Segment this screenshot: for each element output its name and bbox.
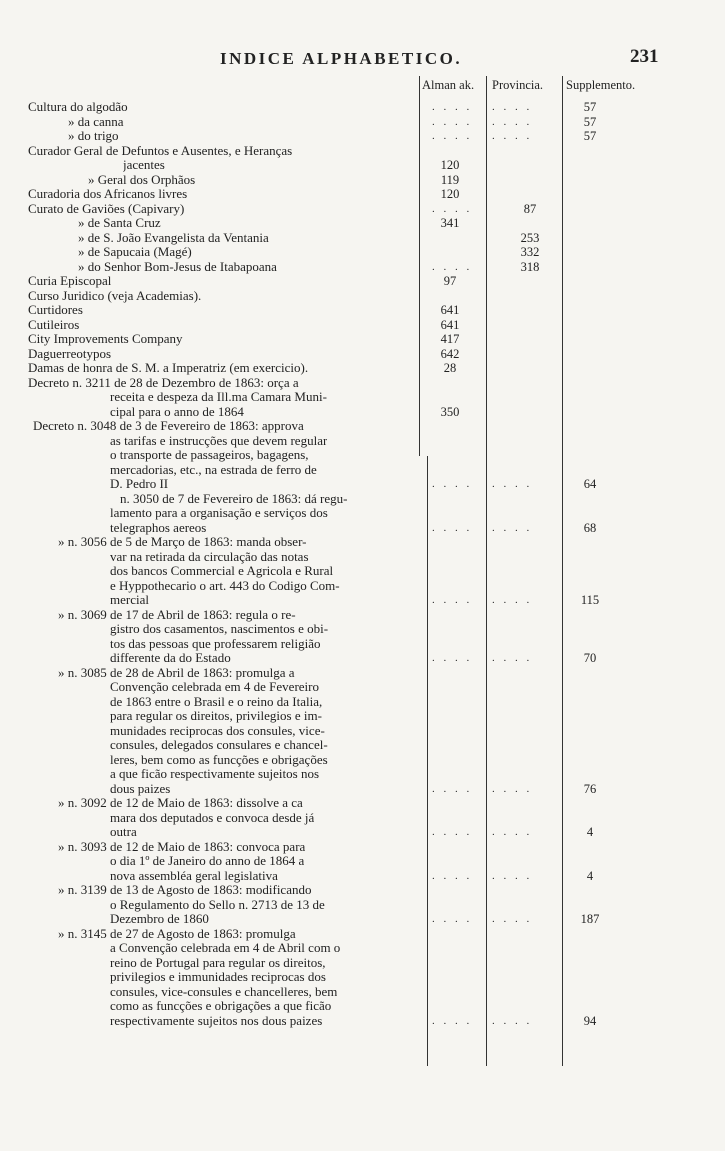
index-entry: [0, 318, 725, 332]
index-entry: [0, 637, 725, 651]
entry-text: como as funcções e obrigações a que ficão: [110, 999, 332, 1013]
index-entry: [0, 840, 725, 854]
entry-text: gistro dos casamentos, nascimentos e obi-: [110, 622, 329, 636]
page-ref-almanak: 341: [440, 216, 460, 230]
index-entry: [0, 550, 725, 564]
page-ref-supplemento: 115: [580, 593, 600, 607]
index-entry: [0, 854, 725, 868]
index-entry: [0, 202, 725, 216]
entry-text: de 1863 entre o Brasil e o reino da Italia,: [110, 694, 323, 709]
index-entry: [0, 898, 725, 912]
page-ref-almanak: 120: [440, 187, 460, 201]
index-entry: [0, 956, 725, 970]
entry-text: consules, vice-consules e chancelleres, bem: [110, 984, 338, 999]
index-entry: [0, 651, 725, 665]
index-entry: [0, 173, 725, 187]
page-ref-supplemento: 57: [583, 100, 597, 114]
index-entry: [0, 245, 725, 259]
index-entry: [0, 680, 725, 694]
page-ref-provincia: 318: [520, 259, 540, 274]
entry-text: » da canna: [68, 114, 124, 129]
page-ref-almanak: 642: [440, 346, 460, 361]
index-entry: [0, 419, 725, 433]
dot-leader: . . . .: [432, 913, 473, 925]
entry-text: » de Santa Cruz: [78, 216, 161, 230]
dot-leader: . . . .: [432, 260, 473, 273]
dot-leader: . . . .: [432, 101, 473, 113]
entry-text: Daguerreotypos: [28, 346, 112, 361]
page-ref-provincia: 87: [523, 201, 537, 216]
index-entry: [0, 999, 725, 1013]
page-ref-supplemento: 57: [583, 129, 597, 143]
entry-text: City Improvements Company: [28, 332, 183, 346]
entry-text: Curato de Gaviões (Capivary): [28, 201, 185, 216]
index-entry: [0, 912, 725, 926]
dot-leader: . . . .: [432, 115, 473, 128]
entry-text: privilegios e immunidades reciprocas dos: [110, 970, 326, 984]
entry-text: » n. 3145 de 27 de Agosto de 1863: promulga: [58, 926, 296, 941]
page-ref-provincia: 332: [520, 245, 540, 259]
index-entry: [0, 579, 725, 593]
index-entry: [0, 927, 725, 941]
dot-leader: . . . .: [432, 826, 473, 838]
page-ref-almanak: 28: [443, 361, 457, 375]
index-entry: [0, 724, 725, 738]
page-ref-provincia: 253: [520, 230, 540, 245]
index-entry: [0, 405, 725, 419]
index-entry: [0, 144, 725, 158]
entry-text: o transporte de passageiros, bagagens,: [110, 448, 309, 462]
index-entry: [0, 289, 725, 303]
dot-leader: . . . .: [492, 869, 533, 882]
entry-text: dous paizes: [110, 781, 171, 796]
column-header-almanak: Alman ak.: [422, 78, 475, 92]
index-entry: [0, 666, 725, 680]
page-ref-supplemento: 70: [583, 651, 597, 665]
entry-text: leres, bem como as funcções e obrigações: [110, 752, 328, 767]
dot-leader: . . . .: [492, 1014, 533, 1027]
page-title: INDICE ALPHABETICO.: [220, 49, 463, 68]
index-entry: [0, 274, 725, 288]
index-entry: [0, 260, 725, 274]
entry-text: jacentes: [123, 158, 165, 172]
dot-leader: . . . .: [432, 652, 473, 664]
index-entry: [0, 608, 725, 622]
dot-leader: . . . .: [432, 130, 473, 142]
index-entry: [0, 869, 725, 883]
entry-text: » n. 3139 de 13 de Agosto de 1863: modificando: [58, 883, 312, 897]
page-ref-supplemento: 187: [580, 912, 600, 926]
index-entry: [0, 347, 725, 361]
index-entry: [0, 506, 725, 520]
entry-text: Dezembro de 1860: [110, 912, 209, 926]
page-ref-supplemento: 68: [583, 520, 597, 535]
dot-leader: . . . .: [492, 913, 533, 925]
page-ref-supplemento: 4: [586, 868, 594, 883]
index-entry: [0, 216, 725, 230]
index-entry: [0, 985, 725, 999]
dot-leader: . . . .: [432, 869, 473, 882]
entry-text: mara dos deputados e convoca desde já: [110, 810, 315, 825]
index-entry: [0, 709, 725, 723]
page-ref-supplemento: 4: [586, 825, 594, 839]
index-entry: [0, 129, 725, 143]
entry-text: e Hyppothecario o art. 443 do Codigo Com-: [110, 578, 340, 593]
entry-text: » do trigo: [68, 129, 119, 143]
dot-leader: . . . .: [492, 115, 533, 128]
index-entry: [0, 187, 725, 201]
dot-leader: . . . .: [432, 521, 473, 534]
dot-leader: . . . .: [492, 130, 533, 142]
entry-text: telegraphos aereos: [110, 520, 207, 535]
index-entry: [0, 231, 725, 245]
entry-text: D. Pedro II: [110, 477, 169, 491]
index-entry: [0, 883, 725, 897]
dot-leader: . . . .: [492, 521, 533, 534]
entry-text: » n. 3092 de 12 de Maio de 1863: dissolve a ca: [58, 796, 303, 810]
page-ref-supplemento: 94: [583, 1013, 597, 1028]
dot-leader: . . . .: [432, 478, 473, 490]
dot-leader: . . . .: [492, 594, 533, 606]
column-header-supplemento: Supplemento.: [566, 78, 636, 92]
dot-leader: . . . .: [432, 782, 473, 795]
index-entry: [0, 448, 725, 462]
entry-text: tos das pessoas que professarem religião: [110, 636, 321, 651]
index-entry: [0, 753, 725, 767]
page-ref-supplemento: 76: [583, 781, 597, 796]
index-entry: [0, 767, 725, 781]
entry-text: o Regulamento do Sello n. 2713 de 13 de: [110, 897, 325, 912]
dot-leader: . . . .: [492, 826, 533, 838]
entry-text: » n. 3093 de 12 de Maio de 1863: convoca para: [58, 839, 306, 854]
entry-text: var na retirada da circulação das notas: [110, 549, 309, 564]
entry-text: Curso Juridico (veja Academias).: [28, 288, 202, 303]
entry-text: mercial: [110, 593, 149, 607]
index-entry: [0, 796, 725, 810]
column-header-provincia: Provincia.: [492, 78, 544, 92]
dot-leader: . . . .: [432, 594, 473, 606]
dot-leader: . . . .: [492, 782, 533, 795]
entry-text: o dia 1º de Janeiro do anno de 1864 a: [110, 854, 305, 868]
page-ref-almanak: 120: [440, 158, 460, 172]
page-ref-almanak: 417: [440, 332, 460, 346]
index-entry: [0, 434, 725, 448]
page-ref-almanak: 641: [440, 303, 460, 317]
entry-text: a Convenção celebrada em 4 de Abril com o: [110, 941, 341, 955]
page-number: 231: [630, 46, 659, 67]
index-entry: [0, 332, 725, 346]
entry-text: » Geral dos Orphãos: [88, 172, 196, 187]
entry-text: n. 3050 de 7 de Fevereiro de 1863: dá regu-: [120, 491, 348, 506]
index-entry: [0, 115, 725, 129]
dot-leader: . . . .: [492, 652, 533, 664]
entry-text: Curtidores: [28, 303, 83, 317]
dot-leader: . . . .: [492, 101, 533, 113]
entry-text: Damas de honra de S. M. a Imperatriz (em exercicio).: [28, 361, 309, 375]
entry-text: a que ficão respectivamente sujeitos nos: [110, 767, 320, 781]
index-entry: [0, 100, 725, 114]
index-entry: [0, 463, 725, 477]
entry-text: Curadoria dos Africanos livres: [28, 187, 188, 201]
entry-text: » n. 3085 de 28 de Abril de 1863: promulga a: [58, 665, 295, 680]
index-entry: [0, 622, 725, 636]
entry-text: » de S. João Evangelista da Ventania: [78, 230, 269, 245]
entry-text: differente da do Estado: [110, 651, 231, 665]
index-entry: [0, 811, 725, 825]
dot-leader: . . . .: [432, 202, 473, 215]
entry-text: munidades reciprocas dos consules, vice-: [110, 723, 325, 738]
index-entry: [0, 825, 725, 839]
page-ref-supplemento: 64: [583, 477, 597, 491]
page-ref-almanak: 350: [440, 404, 460, 419]
index-entry: [0, 477, 725, 491]
index-entry: [0, 390, 725, 404]
index-entry: [0, 695, 725, 709]
entry-text: nova assembléa geral legislativa: [110, 868, 278, 883]
page-ref-almanak: 641: [440, 317, 460, 332]
index-entry: [0, 158, 725, 172]
entry-text: » n. 3069 de 17 de Abril de 1863: regula o re-: [58, 607, 296, 622]
index-entry: [0, 303, 725, 317]
entry-text: outra: [110, 825, 137, 839]
dot-leader: . . . .: [432, 1014, 473, 1027]
index-entry: [0, 782, 725, 796]
index-entry: [0, 376, 725, 390]
entry-text: Decreto n. 3211 de 28 de Dezembro de 1863: orça a: [28, 375, 299, 390]
index-entry: [0, 564, 725, 578]
entry-text: consules, delegados consulares e chancel-: [110, 738, 328, 752]
page-ref-almanak: 97: [443, 274, 457, 288]
entry-text: lamento para a organisação e serviços dos: [110, 506, 328, 520]
entry-text: receita e despeza da Ill.ma Camara Muni-: [110, 390, 327, 404]
entry-text: para regular os direitos, privilegios e im-: [110, 709, 322, 723]
index-entry: [0, 361, 725, 375]
index-entry: [0, 535, 725, 549]
page-ref-almanak: 119: [440, 172, 460, 187]
index-entry: [0, 941, 725, 955]
dot-leader: . . . .: [492, 478, 533, 490]
entry-text: Curia Episcopal: [28, 274, 112, 288]
entry-text: Curador Geral de Defuntos e Ausentes, e Heranças: [28, 143, 293, 158]
entry-text: » n. 3056 de 5 de Março de 1863: manda obser-: [58, 535, 307, 549]
index-entry: [0, 970, 725, 984]
index-entry: [0, 593, 725, 607]
entry-text: reino de Portugal para regular os direitos,: [110, 955, 326, 970]
entry-text: Cultura do algodão: [28, 100, 128, 114]
index-entry: [0, 492, 725, 506]
entry-text: Convenção celebrada em 4 de Fevereiro: [110, 680, 319, 694]
entry-text: respectivamente sujeitos nos dous paizes: [110, 1013, 323, 1028]
entry-text: Cutileiros: [28, 317, 80, 332]
page-ref-supplemento: 57: [583, 114, 597, 129]
entry-text: Decreto n. 3048 de 3 de Fevereiro de 1863: approva: [33, 419, 304, 433]
index-entry: [0, 738, 725, 752]
entry-text: » de Sapucaia (Magé): [78, 245, 192, 259]
index-entry: [0, 1014, 725, 1028]
entry-text: dos bancos Commercial e Agricola e Rural: [110, 564, 334, 578]
entry-text: » do Senhor Bom-Jesus de Itabapoana: [78, 259, 277, 274]
index-entry: [0, 521, 725, 535]
entry-text: mercadorias, etc., na estrada de ferro de: [110, 462, 317, 477]
entry-text: cipal para o anno de 1864: [110, 404, 244, 419]
entry-text: as tarifas e instrucções que devem regular: [110, 433, 328, 448]
